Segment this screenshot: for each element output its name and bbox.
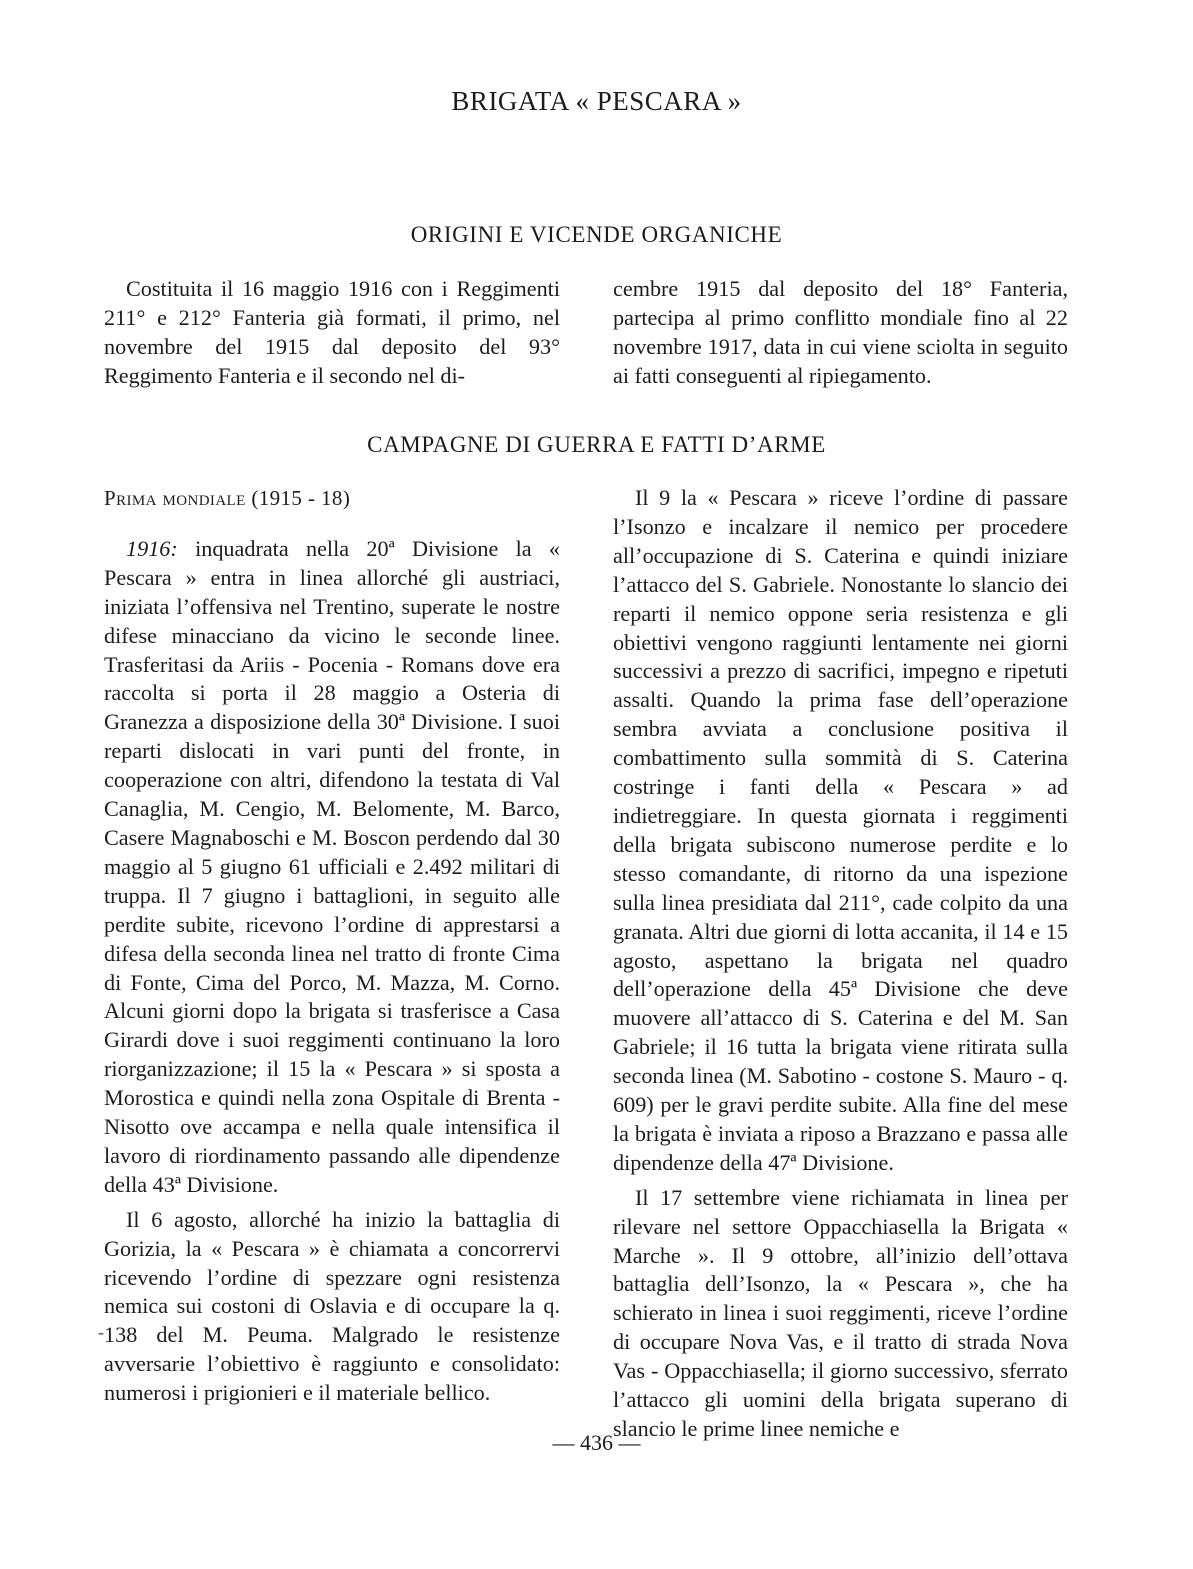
year-label: 1916: [126,535,178,561]
page-number: — 436 — [552,1430,641,1455]
campagne-paragraph [104,535,560,1200]
origini-paragraph-right: cembre 1915 dal deposito del 18° Fanteria, partecipa al primo conflitto mondiale fino al 22 novembre 1917, data in cui viene sciolta in seguito ai fatti conseguenti al ripiegamento. [613,276,1068,388]
origini-paragraph-left: Costituita il 16 maggio 1916 con i Reggimenti 211° e 212° Fanteria già formati, il primo, nel novembre del 1915 dal deposito del 93° Reggimento Fanteria e il secondo nel di- [104,276,560,388]
campagne-paragraph: Il 6 agosto, allorché ha inizio la battaglia di Gorizia, la « Pescara » è chiamata a concorrervi ricevendo l’ordine di spezzare ogni resistenza nemica sui costoni di Oslavia e di occupare la q. 138 del M. Peuma. Malgrado le resistenze avversarie l’obiettivo è raggiunto e consolidato: numerosi i prigionieri e il materiale bellico. [104,1206,560,1406]
origini-left-column [104,275,560,391]
campagne-paragraph: Il 17 settembre viene richiamata in linea per rilevare nel settore Oppacchiasella la Brigata « Marche ». Il 9 ottobre, all’inizio dell’ottava battaglia dell’Isonzo, la « Pescara », che ha schierato in linea i suoi reggimenti, riceve l’ordine di occupare Nova Vas, e il tratto di strada Nova Vas - Oppacchiasella; il giorno successivo, sferrato l’attacco gli uomini della brigata superano di slancio le prime linee nemiche e [613,1184,1068,1441]
paragraph-text: inquadrata nella 20ª Divisione la « Pescara » entra in linea allorché gli austriaci, iniziata l’offensiva nel Trentino, superate le nostre difese minacciano da vicino le seconde linee. Trasferitasi da Ariis - Pocenia - Romans dove era raccolta si porta il 28 maggio a Osteria di Granezza a disposizione della 30ª Divisione. I suoi reparti dislocati in vari punti del fronte, in cooperazione con altri, difendono la testata di Val Canaglia, M. Cengio, M. Belomente, M. Barco, Casere Magnaboschi e M. Boscon perdendo dal 30 maggio al 5 giugno 61 ufficiali e 2.492 militari di truppa. Il 7 giugno i battaglioni, in seguito alle perdite subite, ricevono l’ordine di apprestarsi a difesa della seconda linea nel tratto di fronte Cima di Fonte, Cima del Porco, M. Mazza, M. Corno. Alcuni giorni dopo la brigata si trasferisce a Casa Girardi dove i suoi reggimenti continuano la loro riorganizzazione; il 15 la « Pescara » si sposta a Morostica e quindi nella zona Ospitale di Brenta - Nisotto ove accampa e nella quale intensifica il lavoro di riordinamento passando alle dipendenze della 43ª Divisione. [104,535,560,1197]
campagne-left-column [104,484,560,1408]
page-title: BRIGATA « PESCARA » [451,86,742,116]
margin-mark: - [98,1322,104,1342]
campagne-right-column [613,484,1068,1444]
section-heading-origini: ORIGINI E VICENDE ORGANICHE [410,222,783,247]
subsection-heading: Prima mondiale (1915 - 18) [104,486,351,510]
origini-right-column [613,275,1068,391]
section-heading-campagne: CAMPAGNE DI GUERRA E FATTI D’ARME [367,432,826,457]
campagne-paragraph: Il 9 la « Pescara » riceve l’ordine di passare l’Isonzo e incalzare il nemico per procedere all’occupazione di S. Caterina e quindi iniziare l’attacco del S. Gabriele. Nonostante lo slancio dei reparti il nemico oppone seria resistenza e gli obiettivi vengono raggiunti lentamente nei giorni successivi a prezzo di sacrifici, impegno e ripetuti assalti. Quando la prima fase dell’operazione sembra avviata a conclusione positiva il combattimento sulla sommità di S. Caterina costringe i fanti della « Pescara » ad indietreggiare. In questa giornata i reggimenti della brigata subiscono numerose perdite e lo stesso comandante, di ritorno da una ispezione sulla linea presidiata dal 211°, cade colpito da una granata. Altri due giorni di lotta accanita, il 14 e 15 agosto, aspettano la brigata nel quadro dell’operazione della 45ª Divisione che deve muovere all’attacco di S. Caterina e del M. San Gabriele; il 16 tutta la brigata viene ritirata sulla seconda linea (M. Sabotino - costone S. Mauro - q. 609) per le gravi perdite subite. Alla fine del mese la brigata è inviata a riposo a Brazzano e passa alle dipendenze della 47ª Divisione. [613,485,1068,1175]
